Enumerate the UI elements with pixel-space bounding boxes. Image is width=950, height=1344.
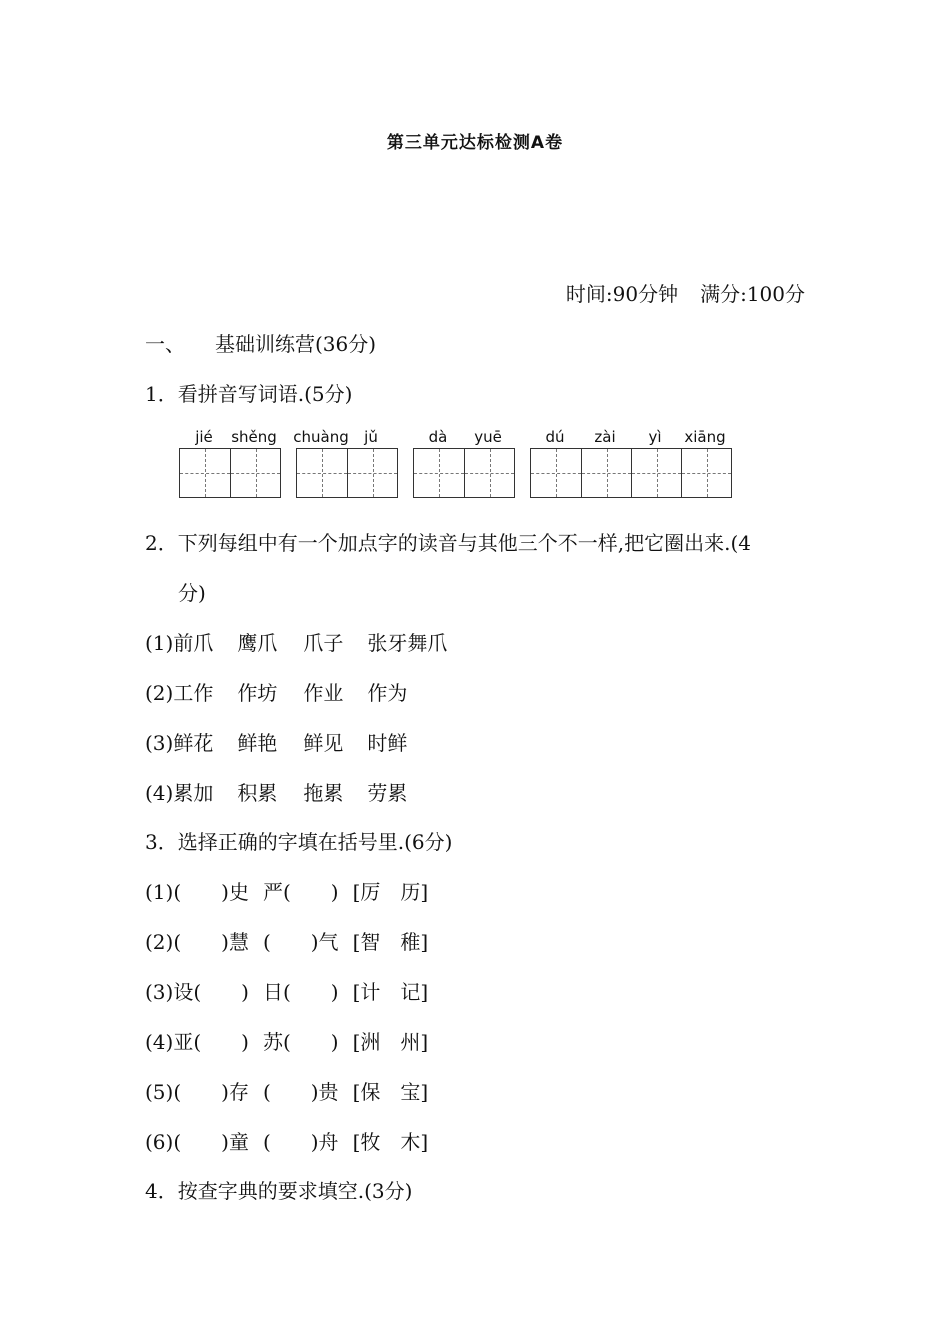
- word: 张牙舞爪: [367, 631, 448, 655]
- section-1-label: 一、: [145, 332, 185, 356]
- q3-item-3: [145, 976, 428, 1005]
- q2-label-cont: 分): [178, 581, 206, 605]
- grid-cell[interactable]: [230, 449, 280, 497]
- grid-cell[interactable]: [531, 449, 581, 497]
- word: 前爪: [173, 631, 214, 655]
- q3-item-2: [145, 926, 428, 955]
- item-number: (2): [145, 681, 174, 705]
- item-number: (3): [145, 731, 174, 755]
- char-options: [牧 木]: [352, 1130, 429, 1154]
- char-options: [保 宝]: [352, 1080, 429, 1104]
- pinyin-9: yì: [648, 428, 662, 446]
- blank-b[interactable]: 苏( ): [262, 1030, 339, 1054]
- item-number: (1): [145, 631, 174, 655]
- char-options: [智 稚]: [352, 930, 429, 954]
- page-title: 第三单元达标检测A卷: [386, 133, 564, 153]
- char-options: [计 记]: [352, 980, 429, 1004]
- blank-a[interactable]: ( )童: [173, 1130, 249, 1154]
- word: 劳累: [367, 781, 408, 805]
- q2-label: 2．下列每组中有一个加点字的读音与其他三个不一样,把它圈出来.(4: [145, 531, 751, 555]
- writing-grid-2[interactable]: [296, 448, 398, 498]
- full-score: 满分:100分: [700, 282, 805, 306]
- q3-item-1: [145, 876, 428, 905]
- q3-item-4: [145, 1026, 428, 1055]
- q4-label: 4．按查字典的要求填空.(3分): [145, 1179, 413, 1203]
- word: 时鲜: [367, 731, 408, 755]
- item-number: (5): [145, 1080, 174, 1104]
- section-1-heading: [145, 328, 376, 357]
- word: 累加: [173, 781, 214, 805]
- item-number: (2): [145, 930, 174, 954]
- grid-cell[interactable]: [414, 449, 464, 497]
- pinyin-3: chuàng: [293, 428, 349, 446]
- blank-a[interactable]: ( )慧: [173, 930, 249, 954]
- q2-item-4: [145, 777, 407, 806]
- grid-cell[interactable]: [631, 449, 681, 497]
- word: 工作: [173, 681, 214, 705]
- item-number: (3): [145, 980, 174, 1004]
- grid-cell[interactable]: [464, 449, 514, 497]
- pinyin-10: xiāng: [684, 428, 726, 446]
- writing-grid-1[interactable]: [179, 448, 281, 498]
- blank-a[interactable]: ( )存: [173, 1080, 249, 1104]
- pinyin-4: jǔ: [364, 428, 378, 446]
- word: 鲜见: [303, 731, 344, 755]
- pinyin-2: shěng: [231, 428, 277, 446]
- grid-cell[interactable]: [180, 449, 230, 497]
- section-1-title: 基础训练营(36分): [215, 332, 377, 356]
- item-number: (6): [145, 1130, 174, 1154]
- blank-b[interactable]: ( )舟: [262, 1130, 339, 1154]
- item-number: (4): [145, 781, 174, 805]
- blank-b[interactable]: ( )贵: [262, 1080, 339, 1104]
- q2-item-1: [145, 627, 447, 656]
- grid-cell[interactable]: [681, 449, 731, 497]
- word: 作为: [367, 681, 408, 705]
- exam-meta: [566, 278, 805, 307]
- q2-item-2: [145, 677, 407, 706]
- pinyin-8: zài: [594, 428, 616, 446]
- q3-label: 3．选择正确的字填在括号里.(6分): [145, 830, 453, 854]
- q1-label: 1．看拼音写词语.(5分): [145, 382, 353, 406]
- q2-item-3: [145, 727, 407, 756]
- blank-a[interactable]: ( )史: [173, 880, 249, 904]
- char-options: [洲 州]: [352, 1030, 429, 1054]
- word: 作坊: [237, 681, 278, 705]
- pinyin-5: dà: [428, 428, 448, 446]
- writing-grid-4[interactable]: [530, 448, 732, 498]
- pinyin-7: dú: [545, 428, 565, 446]
- pinyin-6: yuē: [474, 428, 502, 446]
- item-number: (4): [145, 1030, 174, 1054]
- blank-a[interactable]: 亚( ): [173, 1030, 249, 1054]
- word: 鲜艳: [237, 731, 278, 755]
- word: 鹰爪: [237, 631, 278, 655]
- grid-cell[interactable]: [347, 449, 397, 497]
- word: 拖累: [303, 781, 344, 805]
- blank-b[interactable]: ( )气: [262, 930, 339, 954]
- word: 作业: [303, 681, 344, 705]
- grid-cell[interactable]: [297, 449, 347, 497]
- word: 积累: [237, 781, 278, 805]
- word: 鲜花: [173, 731, 214, 755]
- item-number: (1): [145, 880, 174, 904]
- q3-item-5: [145, 1076, 428, 1105]
- word: 爪子: [303, 631, 344, 655]
- grid-cell[interactable]: [581, 449, 631, 497]
- blank-b[interactable]: 日( ): [262, 980, 339, 1004]
- char-options: [厉 历]: [352, 880, 429, 904]
- blank-b[interactable]: 严( ): [262, 880, 339, 904]
- q3-item-6: [145, 1126, 428, 1155]
- blank-a[interactable]: 设( ): [173, 980, 249, 1004]
- time-limit: 时间:90分钟: [565, 282, 679, 306]
- pinyin-1: jié: [195, 428, 213, 446]
- writing-grid-3[interactable]: [413, 448, 515, 498]
